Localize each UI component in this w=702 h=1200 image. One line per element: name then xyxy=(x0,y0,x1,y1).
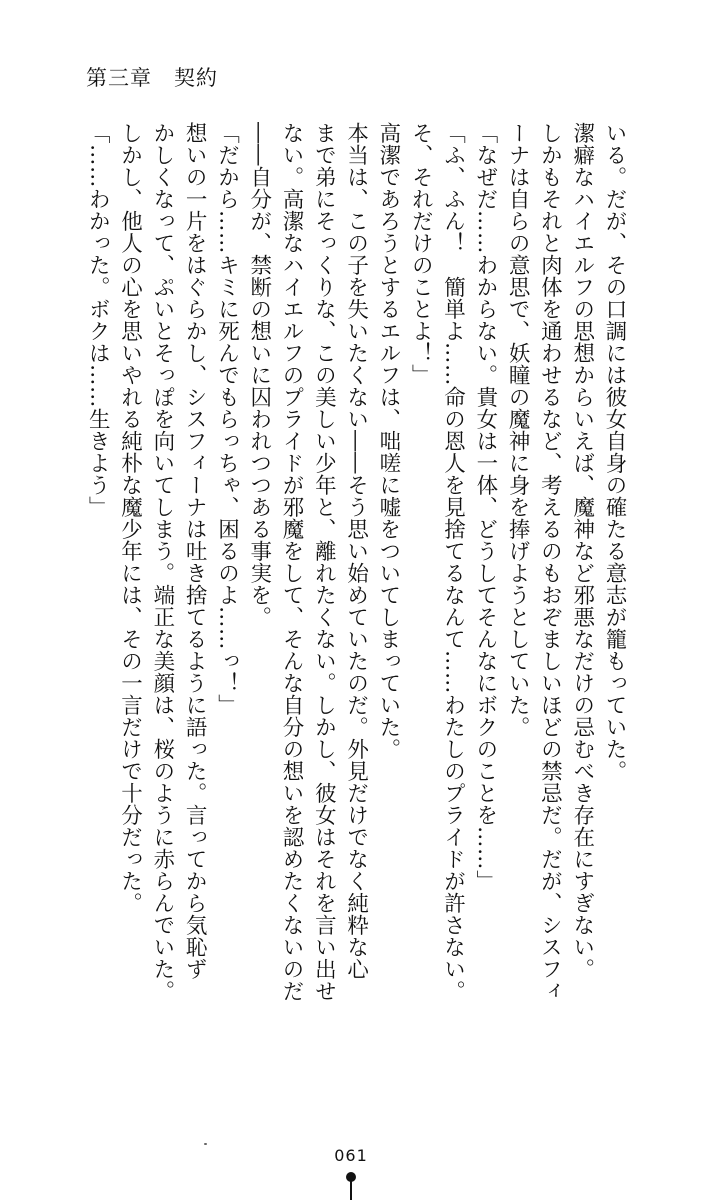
scan-speck xyxy=(204,1143,207,1145)
text-line: ――自分が、禁断の想いに囚われつつある事実を。 xyxy=(246,122,272,628)
text-line: ない。高潔なハイエルフのプライドが邪魔をして、そんな自分の想いを認めたくないのだ xyxy=(279,122,305,1002)
text-line: 「……わかった。ボクは……生きよう」 xyxy=(85,122,111,518)
text-line: 「だから……キミに死んでもらっちゃ、困るのよ……っ！」 xyxy=(214,122,240,716)
folio-ornament-icon xyxy=(346,1172,356,1200)
text-line: まで弟にそっくりな、この美しい少年と、離れたくない。しかし、彼女はそれを言い出せ xyxy=(311,122,337,1002)
running-header-chapter-title: 第三章 契約 xyxy=(86,66,218,90)
page-number: 061 xyxy=(334,1146,368,1165)
vertical-body-text xyxy=(81,122,630,1042)
text-line: 「ふ、ふん！ 簡単よ……命の恩人を見捨てるなんて……わたしのプライドが許さない。 xyxy=(440,122,466,1002)
text-line: 高潔であろうとするエルフは、咄嗟に嘘をついてしまっていた。 xyxy=(375,122,401,760)
text-line: 本当は、この子を失いたくない――そう思い始めていたのだ。外見だけでなく純粋な心 xyxy=(343,122,369,980)
ornament-stem xyxy=(350,1181,352,1200)
text-line: 「なぜだ……わからない。貴女は一体、どうしてそんなにボクのことを……」 xyxy=(472,122,498,892)
text-line: 潔癖なハイエルフの思想からいえば、魔神など邪悪なだけの忌むべき存在にすぎない。 xyxy=(569,122,595,980)
text-line: しかし、他人の心を思いやれる純朴な魔少年には、その一言だけで十分だった。 xyxy=(117,122,143,914)
text-line: そ、それだけのことよ！」 xyxy=(408,122,434,386)
text-line: ーナは自らの意思で、妖瞳の魔神に身を捧げようとしていた。 xyxy=(505,122,531,738)
text-line: しかもそれと肉体を通わせるなど、考えるのもおぞましいほどの禁忌だ。だが、シスフィ xyxy=(537,122,563,1002)
text-line: かしくなって、ぷいとそっぽを向いてしまう。端正な美顔は、桜のように赤らんでいた。 xyxy=(149,122,175,1002)
text-line: 想いの一片をはぐらかし、シスフィーナは吐き捨てるように語った。言ってから気恥ず xyxy=(182,122,208,980)
text-line: いる。だが、その口調には彼女自身の確たる意志が籠もっていた。 xyxy=(602,122,627,782)
